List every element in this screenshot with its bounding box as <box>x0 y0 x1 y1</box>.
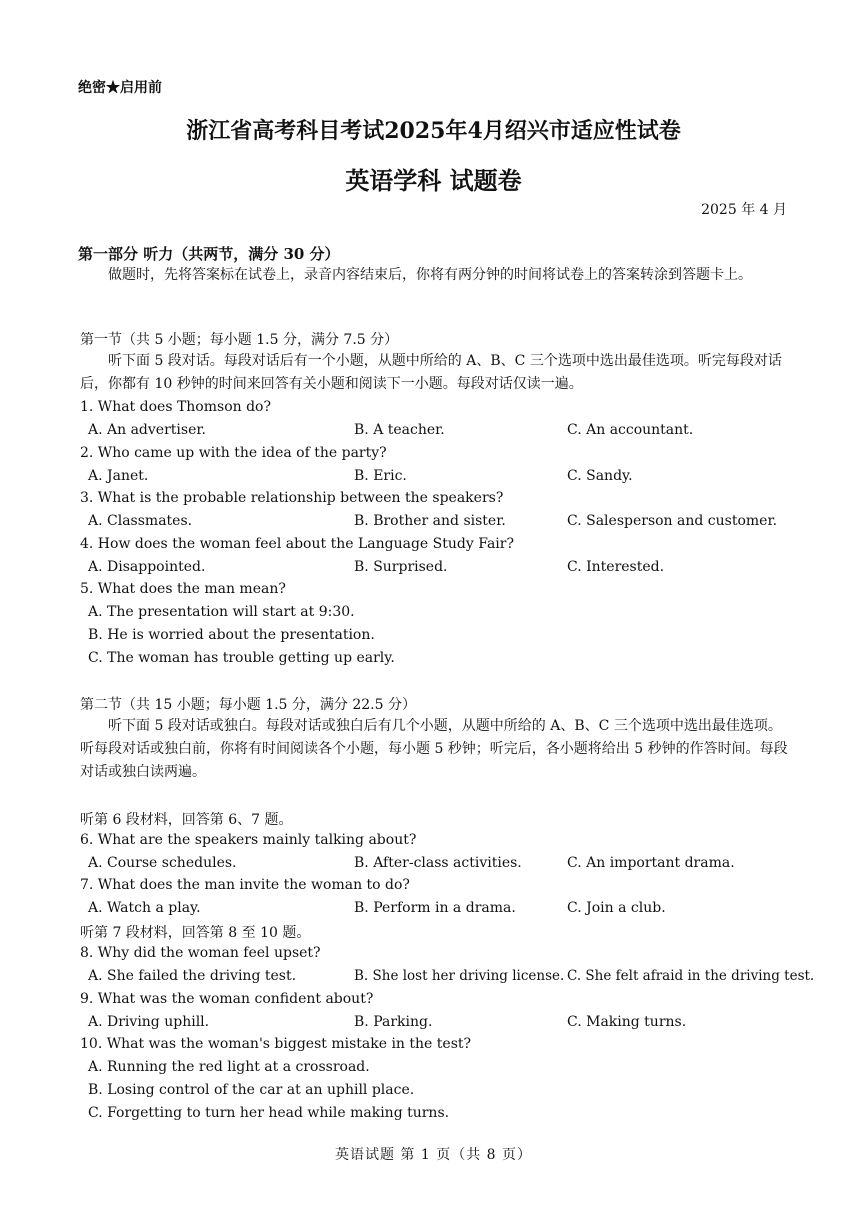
option-b: B. After-class activities. <box>354 855 522 871</box>
option-b: B. Eric. <box>354 468 407 484</box>
option-c: C. She felt afraid in the driving test. <box>567 968 815 984</box>
page-footer: 英语试题 第 1 页（共 8 页） <box>334 1147 533 1163</box>
question-7: 7. What does the man invite the woman to do? <box>80 877 410 893</box>
option-b: B. She lost her driving license. <box>354 968 565 984</box>
option-c: C. An important drama. <box>567 855 735 871</box>
section1-title: 第一节（共 5 小题；每小题 1.5 分，满分 7.5 分） <box>80 332 399 348</box>
question-4: 4. How does the woman feel about the Language Study Fair? <box>80 536 514 552</box>
section2-title: 第二节（共 15 小题；每小题 1.5 分，满分 22.5 分） <box>80 697 416 713</box>
option-c: C. Join a club. <box>567 900 666 916</box>
option-c: C. Making turns. <box>567 1014 687 1030</box>
exam-date: 2025 年 4 月 <box>701 202 787 218</box>
option-a: A. Driving uphill. <box>88 1014 210 1030</box>
section2-instruction: 听下面 5 段对话或独白。每段对话或独白后有几个小题，从题中所给的 A、B、C 三个选项中选出最佳选项。听每段对话或独白前，你将有时间阅读各个小题，每小题 5 秒钟；听完后，各小题将给出 5 秒钟的作答时间。每段对话或独白读两遍。 <box>80 718 788 780</box>
exam-title: 浙江省高考科目考试2025年4月绍兴市适应性试卷 <box>186 118 681 144</box>
question-2: 2. Who came up with the idea of the party? <box>80 445 387 461</box>
question-5: 5. What does the man mean? <box>80 581 286 597</box>
question-10: 10. What was the woman's biggest mistake in the test? <box>80 1036 472 1052</box>
option-b: B. Losing control of the car at an uphill place. <box>88 1082 415 1098</box>
material-7-instruction: 听第 7 段材料，回答第 8 至 10 题。 <box>80 925 311 941</box>
option-a: A. Janet. <box>88 468 149 484</box>
question-6: 6. What are the speakers mainly talking about? <box>80 832 417 848</box>
exam-subtitle: 英语学科 试题卷 <box>345 166 522 195</box>
option-a: A. Course schedules. <box>88 855 237 871</box>
option-a: A. The presentation will start at 9:30. <box>88 604 355 620</box>
option-c: C. Forgetting to turn her head while making turns. <box>88 1105 450 1121</box>
option-c: C. An accountant. <box>567 422 694 438</box>
option-b: B. Parking. <box>354 1014 433 1030</box>
question-1: 1. What does Thomson do? <box>80 399 271 415</box>
option-b: B. Surprised. <box>354 559 448 575</box>
option-b: B. He is worried about the presentation. <box>88 627 375 643</box>
option-b: B. Brother and sister. <box>354 513 506 529</box>
option-c: C. The woman has trouble getting up early. <box>88 650 395 666</box>
option-a: A. Classmates. <box>88 513 193 529</box>
option-a: A. She failed the driving test. <box>88 968 297 984</box>
confidential-mark: 绝密★启用前 <box>78 80 162 96</box>
question-8: 8. Why did the woman feel upset? <box>80 945 321 961</box>
option-a: A. Watch a play. <box>88 900 201 916</box>
option-c: C. Salesperson and customer. <box>567 513 778 529</box>
option-c: C. Interested. <box>567 559 665 575</box>
section1-instruction: 听下面 5 段对话。每段对话后有一个小题，从题中所给的 A、B、C 三个选项中选出最佳选项。听完每段对话后，你都有 10 秒钟的时间来回答有关小题和阅读下一小题。每段对话仅读一遍。 <box>80 353 782 392</box>
question-3: 3. What is the probable relationship between the speakers? <box>80 490 504 506</box>
option-b: B. Perform in a drama. <box>354 900 516 916</box>
option-a: A. Running the red light at a crossroad. <box>88 1059 370 1075</box>
option-c: C. Sandy. <box>567 468 633 484</box>
option-a: A. An advertiser. <box>88 422 206 438</box>
option-b: B. A teacher. <box>354 422 445 438</box>
material-6-instruction: 听第 6 段材料，回答第 6、7 题。 <box>80 812 293 828</box>
part1-title: 第一部分 听力（共两节，满分 30 分） <box>78 245 340 263</box>
part1-instruction: 做题时，先将答案标在试卷上，录音内容结束后，你将有两分钟的时间将试卷上的答案转涂到答题卡上。 <box>108 267 752 283</box>
option-a: A. Disappointed. <box>88 559 206 575</box>
question-9: 9. What was the woman confident about? <box>80 991 374 1007</box>
